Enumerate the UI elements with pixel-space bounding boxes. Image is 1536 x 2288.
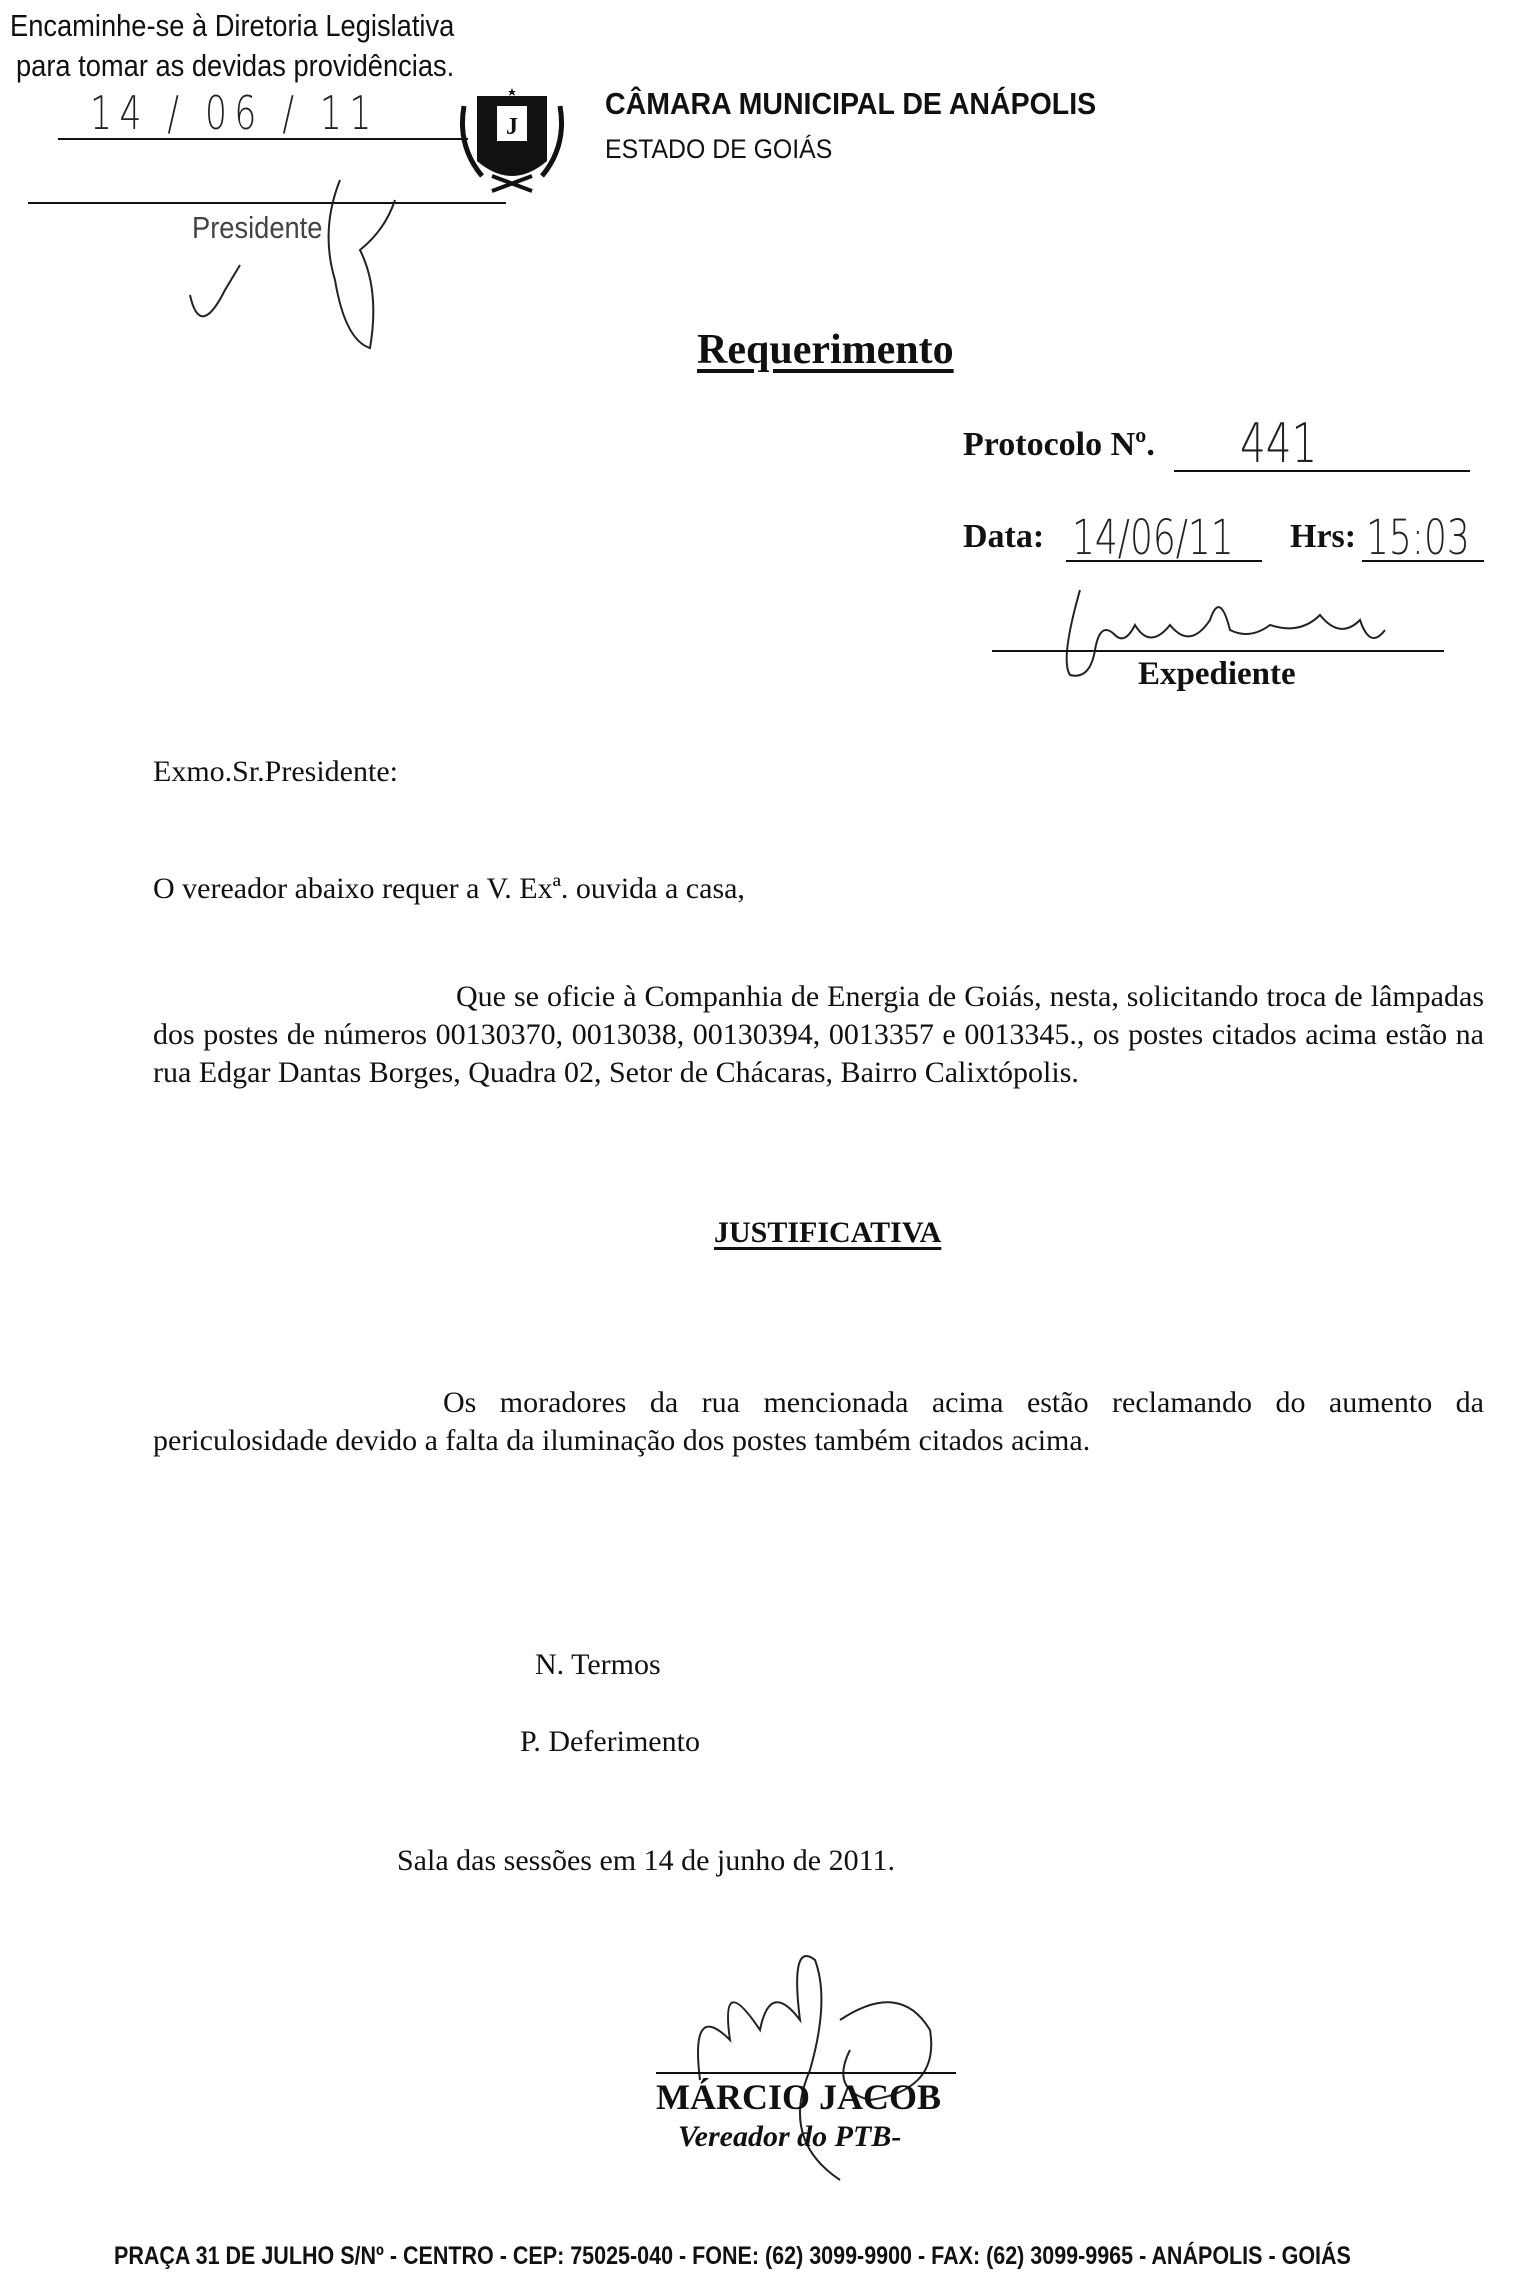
municipal-crest-logo [452,66,572,196]
justification-title: JUSTIFICATIVA [714,1216,942,1249]
protocol-number: 441 [1240,412,1318,475]
request-paragraph [153,978,1484,1092]
institution-name: CÂMARA MUNICIPAL DE ANÁPOLIS [605,86,1097,121]
dispatch-stamp-line1: Encaminhe-se à Diretoria Legislativa [10,8,455,43]
dispatch-handwritten-date: 14 / 06 / 11 [90,86,379,140]
date-value: 14/06/11 [1072,510,1234,566]
salutation: Exmo.Sr.Presidente: [153,755,398,788]
closing-p-deferimento: P. Deferimento [520,1725,700,1758]
request-text: Que se oficie à Companhia de Energia de Goiás, nesta, solicitando troca de lâmpadas dos postes de números 00130370, 0013038, 00130394, 0013357 e 0013345., os postes citados acima estão na rua Edgar Dantas Borges, Quadra 02, Setor de Chácaras, Bairro Calixtópolis. [153,980,1484,1089]
signer-name: MÁRCIO JACOB [656,2077,941,2117]
closing-n-termos: N. Termos [535,1648,661,1681]
signature-line [656,2072,956,2074]
president-signature [170,170,400,350]
document-title: Requerimento [697,327,954,373]
intro-text: O vereador abaixo requer a V. Exª. ouvida a casa, [153,872,745,905]
justification-paragraph [153,1384,1484,1460]
time-value: 15:03 [1366,510,1470,566]
expediente-label: Expediente [1138,656,1296,692]
dispatch-stamp-line2: para tomar as devidas providências. [16,48,455,83]
dispatch-signer-label: Presidente [192,210,323,245]
protocol-label: Protocolo Nº. [963,426,1155,463]
time-label: Hrs: [1290,518,1357,555]
place-and-date: Sala das sessões em 14 de junho de 2011. [397,1844,895,1877]
dispatch-date-line [58,138,468,140]
justification-text: Os moradores da rua mencionada acima estão reclamando do aumento da periculosidade devido a falta da iluminação dos postes também citados acima. [153,1386,1484,1457]
date-label: Data: [963,518,1045,555]
signer-role: Vereador do PTB- [678,2120,902,2153]
svg-text:J: J [506,114,518,140]
councilman-signature [640,1940,1000,2200]
protocol-line [1174,470,1470,472]
footer-address: PRAÇA 31 DE JULHO S/Nº - CENTRO - CEP: 75025-040 - FONE: (62) 3099-9900 - FAX: (62) 3099-9965 - ANÁPOLIS - GOIÁS [114,2242,1351,2270]
expediente-line [992,650,1444,652]
institution-state: ESTADO DE GOIÁS [605,134,833,164]
